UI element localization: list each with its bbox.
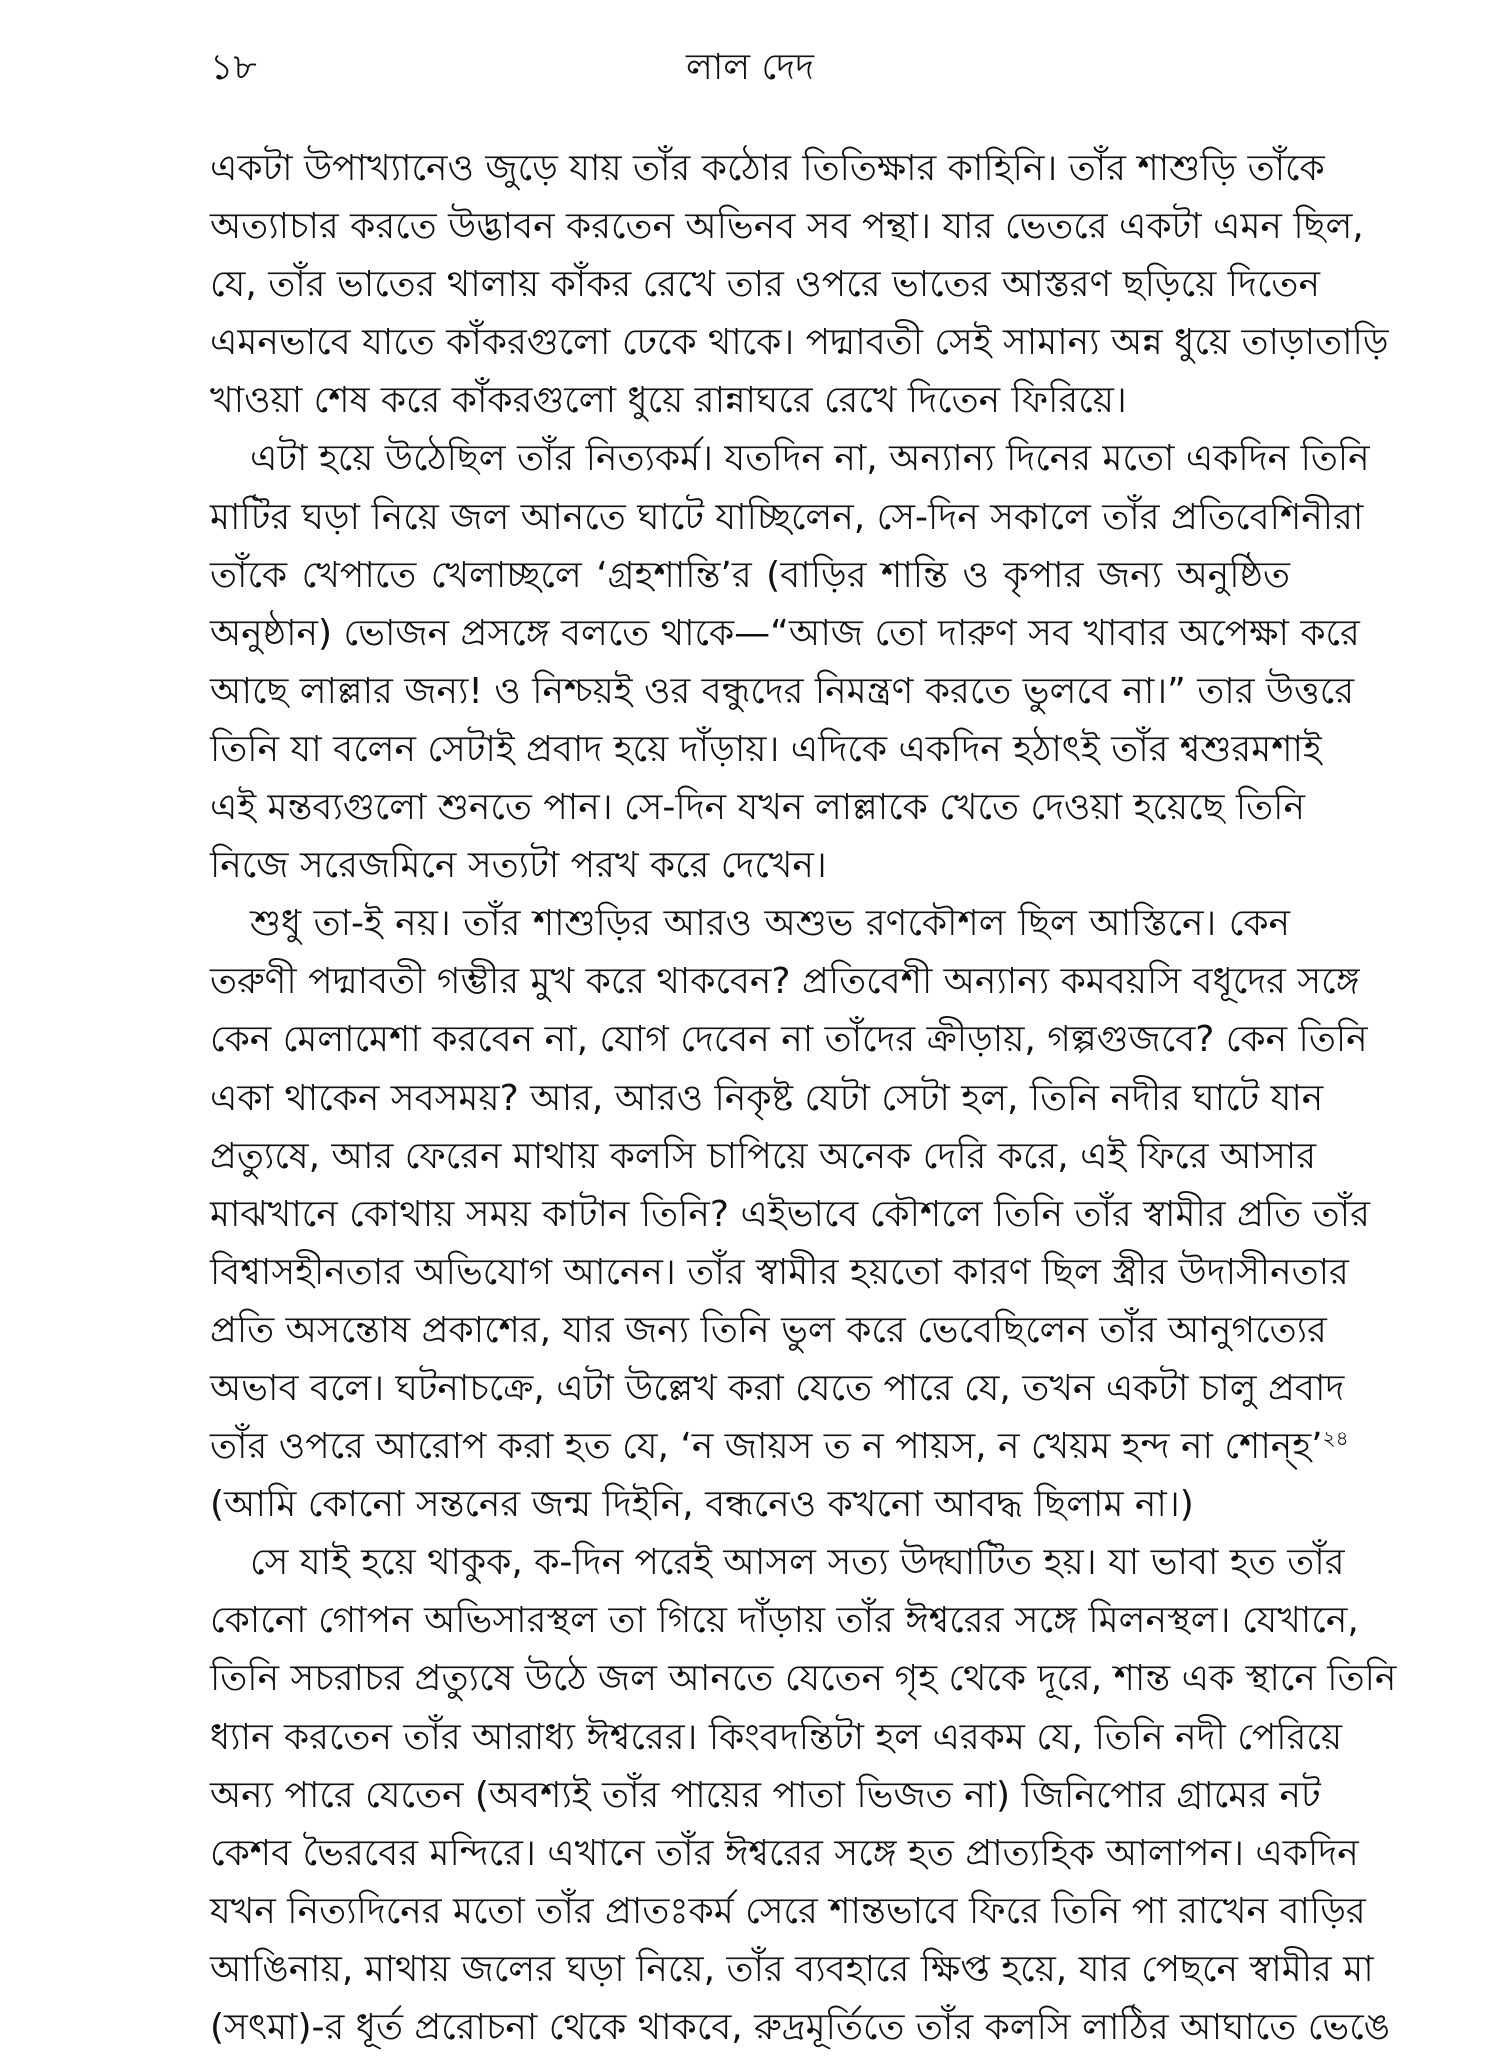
text-line: এমনভাবে যাতে কাঁকরগুলো ঢেকে থাকে। পদ্মাবতী সেই সামান্য অন্ন ধুয়ে তাড়াতাড়ি <box>210 322 1389 364</box>
text-line: অভাব বলে। ঘটনাচক্রে, এটা উল্লেখ করা যেতে পারে যে, তখন একটা চালু প্রবাদ <box>210 1367 1345 1409</box>
text-line: সে যাই হয়ে থাকুক, ক-দিন পরেই আসল সত্য উদ্ঘাটিত হয়। যা ভাবা হত তাঁর <box>250 1542 1345 1584</box>
text-line: শুধু তা-ই নয়। তাঁর শাশুড়ির আরও অশুভ রণকৌশল ছিল আস্তিনে। কেন <box>250 903 1290 945</box>
text-line: নিজে সরেজমিনে সত্যটা পরখ করে দেখেন। <box>210 845 827 887</box>
text-line-content: তাঁর ওপরে আরোপ করা হত যে, ‘ন জায়স ত ন পায়স, ন খেয়ম হন্দ না শোন্হ’ <box>210 1426 1323 1468</box>
text-line: অত্যাচার করতে উদ্ভাবন করতেন অভিনব সব পন্থা। যার ভেতরে একটা এমন ছিল, <box>210 206 1364 248</box>
text-line: আছে লাল্লার জন্য! ও নিশ্চয়ই ওর বন্ধুদের নিমন্ত্রণ করতে ভুলবে না।” তার উত্তরে <box>210 670 1354 712</box>
body-text <box>210 140 1397 2057</box>
text-line: খাওয়া শেষ করে কাঁকরগুলো ধুয়ে রান্নাঘরে রেখে দিতেন ফিরিয়ে। <box>210 380 1127 422</box>
text-line: তিনি যা বলেন সেটাই প্রবাদ হয়ে দাঁড়ায়। এদিকে একদিন হঠাৎই তাঁর শ্বশুরমশাই <box>210 728 1322 770</box>
text-line: কোনো গোপন অভিসারস্থল তা গিয়ে দাঁড়ায় তাঁর ঈশ্বরের সঙ্গে মিলনস্থল। যেখানে, <box>210 1600 1359 1642</box>
text-line: কেশব ভৈরবের মন্দিরে। এখানে তাঁর ঈশ্বরের সঙ্গে হত প্রাত্যহিক আলাপন। একদিন <box>210 1832 1359 1874</box>
running-title: লাল দেদ <box>686 47 814 88</box>
page-header <box>210 40 1290 100</box>
text-line: যখন নিত্যদিনের মতো তাঁর প্রাতঃকর্ম সেরে শান্তভাবে ফিরে তিনি পা রাখেন বাড়ির <box>210 1890 1366 1932</box>
text-line: আঙিনায়, মাথায় জলের ঘড়া নিয়ে, তাঁর ব্যবহারে ক্ষিপ্ত হয়ে, যার পেছনে স্বামীর মা <box>210 1948 1374 1990</box>
text-line-with-footnote <box>210 1418 1349 1476</box>
footnote-marker: ২৪ <box>1322 1426 1349 1451</box>
text-line: তরুণী পদ্মাবতী গম্ভীর মুখ করে থাকবেন? প্রতিবেশী অন্যান্য কমবয়সি বধূদের সঙ্গে <box>210 961 1360 1003</box>
text-line: একা থাকেন সবসময়? আর, আরও নিকৃষ্ট যেটা সেটা হল, তিনি নদীর ঘাটে যান <box>210 1077 1324 1119</box>
page-number: ১৮ <box>210 47 257 88</box>
text-line: তাঁকে খেপাতে খেলাচ্ছলে ‘গ্রহশান্তি’র (বাড়ির শান্তি ও কৃপার জন্য অনুষ্ঠিত <box>210 554 1290 596</box>
text-line: (আমি কোনো সন্তনের জন্ম দিইনি, বন্ধনেও কখনো আবদ্ধ ছিলাম না।) <box>210 1484 1194 1526</box>
text-line: (সৎমা)-র ধূর্ত প্ররোচনা থেকে থাকবে, রুদ্রমূর্তিতে তাঁর কলসি লাঠির আঘাতে ভেঙে <box>210 2007 1391 2048</box>
text-line: ধ্যান করতেন তাঁর আরাধ্য ঈশ্বরের। কিংবদন্তিটা হল এরকম যে, তিনি নদী পেরিয়ে <box>210 1716 1343 1758</box>
text-line: অন্য পারে যেতেন (অবশ্যই তাঁর পায়ের পাতা ভিজত না) জিনিপোর গ্রামের নট <box>210 1774 1321 1816</box>
text-line: মাটির ঘড়া নিয়ে জল আনতে ঘাটে যাচ্ছিলেন, সে-দিন সকালে তাঁর প্রতিবেশিনীরা <box>210 496 1364 538</box>
text-line: প্রতি অসন্তোষ প্রকাশের, যার জন্য তিনি ভুল করে ভেবেছিলেন তাঁর আনুগত্যের <box>210 1309 1327 1351</box>
text-line: এই মন্তব্যগুলো শুনতে পান। সে-দিন যখন লাল্লাকে খেতে দেওয়া হয়েছে তিনি <box>210 787 1305 829</box>
text-line: যে, তাঁর ভাতের থালায় কাঁকর রেখে তার ওপরে ভাতের আস্তরণ ছড়িয়ে দিতেন <box>210 264 1320 306</box>
text-line: এটা হয়ে উঠেছিল তাঁর নিত্যকর্ম। যতদিন না, অন্যান্য দিনের মতো একদিন তিনি <box>250 438 1370 480</box>
text-line: বিশ্বাসহীনতার অভিযোগ আনেন। তাঁর স্বামীর হয়তো কারণ ছিল স্ত্রীর উদাসীনতার <box>210 1251 1349 1293</box>
text-line: তিনি সচরাচর প্রত্যুষে উঠে জল আনতে যেতেন গৃহ থেকে দূরে, শান্ত এক স্থানে তিনি <box>210 1658 1397 1700</box>
text-line: একটা উপাখ্যানেও জুড়ে যায় তাঁর কঠোর তিতিক্ষার কাহিনি। তাঁর শাশুড়ি তাঁকে <box>210 148 1325 189</box>
text-line: কেন মেলামেশা করবেন না, যোগ দেবেন না তাঁদের ক্রীড়ায়, গল্পগুজবে? কেন তিনি <box>210 1019 1368 1061</box>
text-line: অনুষ্ঠান) ভোজন প্রসঙ্গে বলতে থাকে—“আজ তো দারুণ সব খাবার অপেক্ষা করে <box>210 612 1360 654</box>
text-line: প্রত্যুষে, আর ফেরেন মাথায় কলসি চাপিয়ে অনেক দেরি করে, এই ফিরে আসার <box>210 1135 1317 1177</box>
text-line: মাঝখানে কোথায় সময় কাটান তিনি? এইভাবে কৌশলে তিনি তাঁর স্বামীর প্রতি তাঁর <box>210 1193 1370 1235</box>
